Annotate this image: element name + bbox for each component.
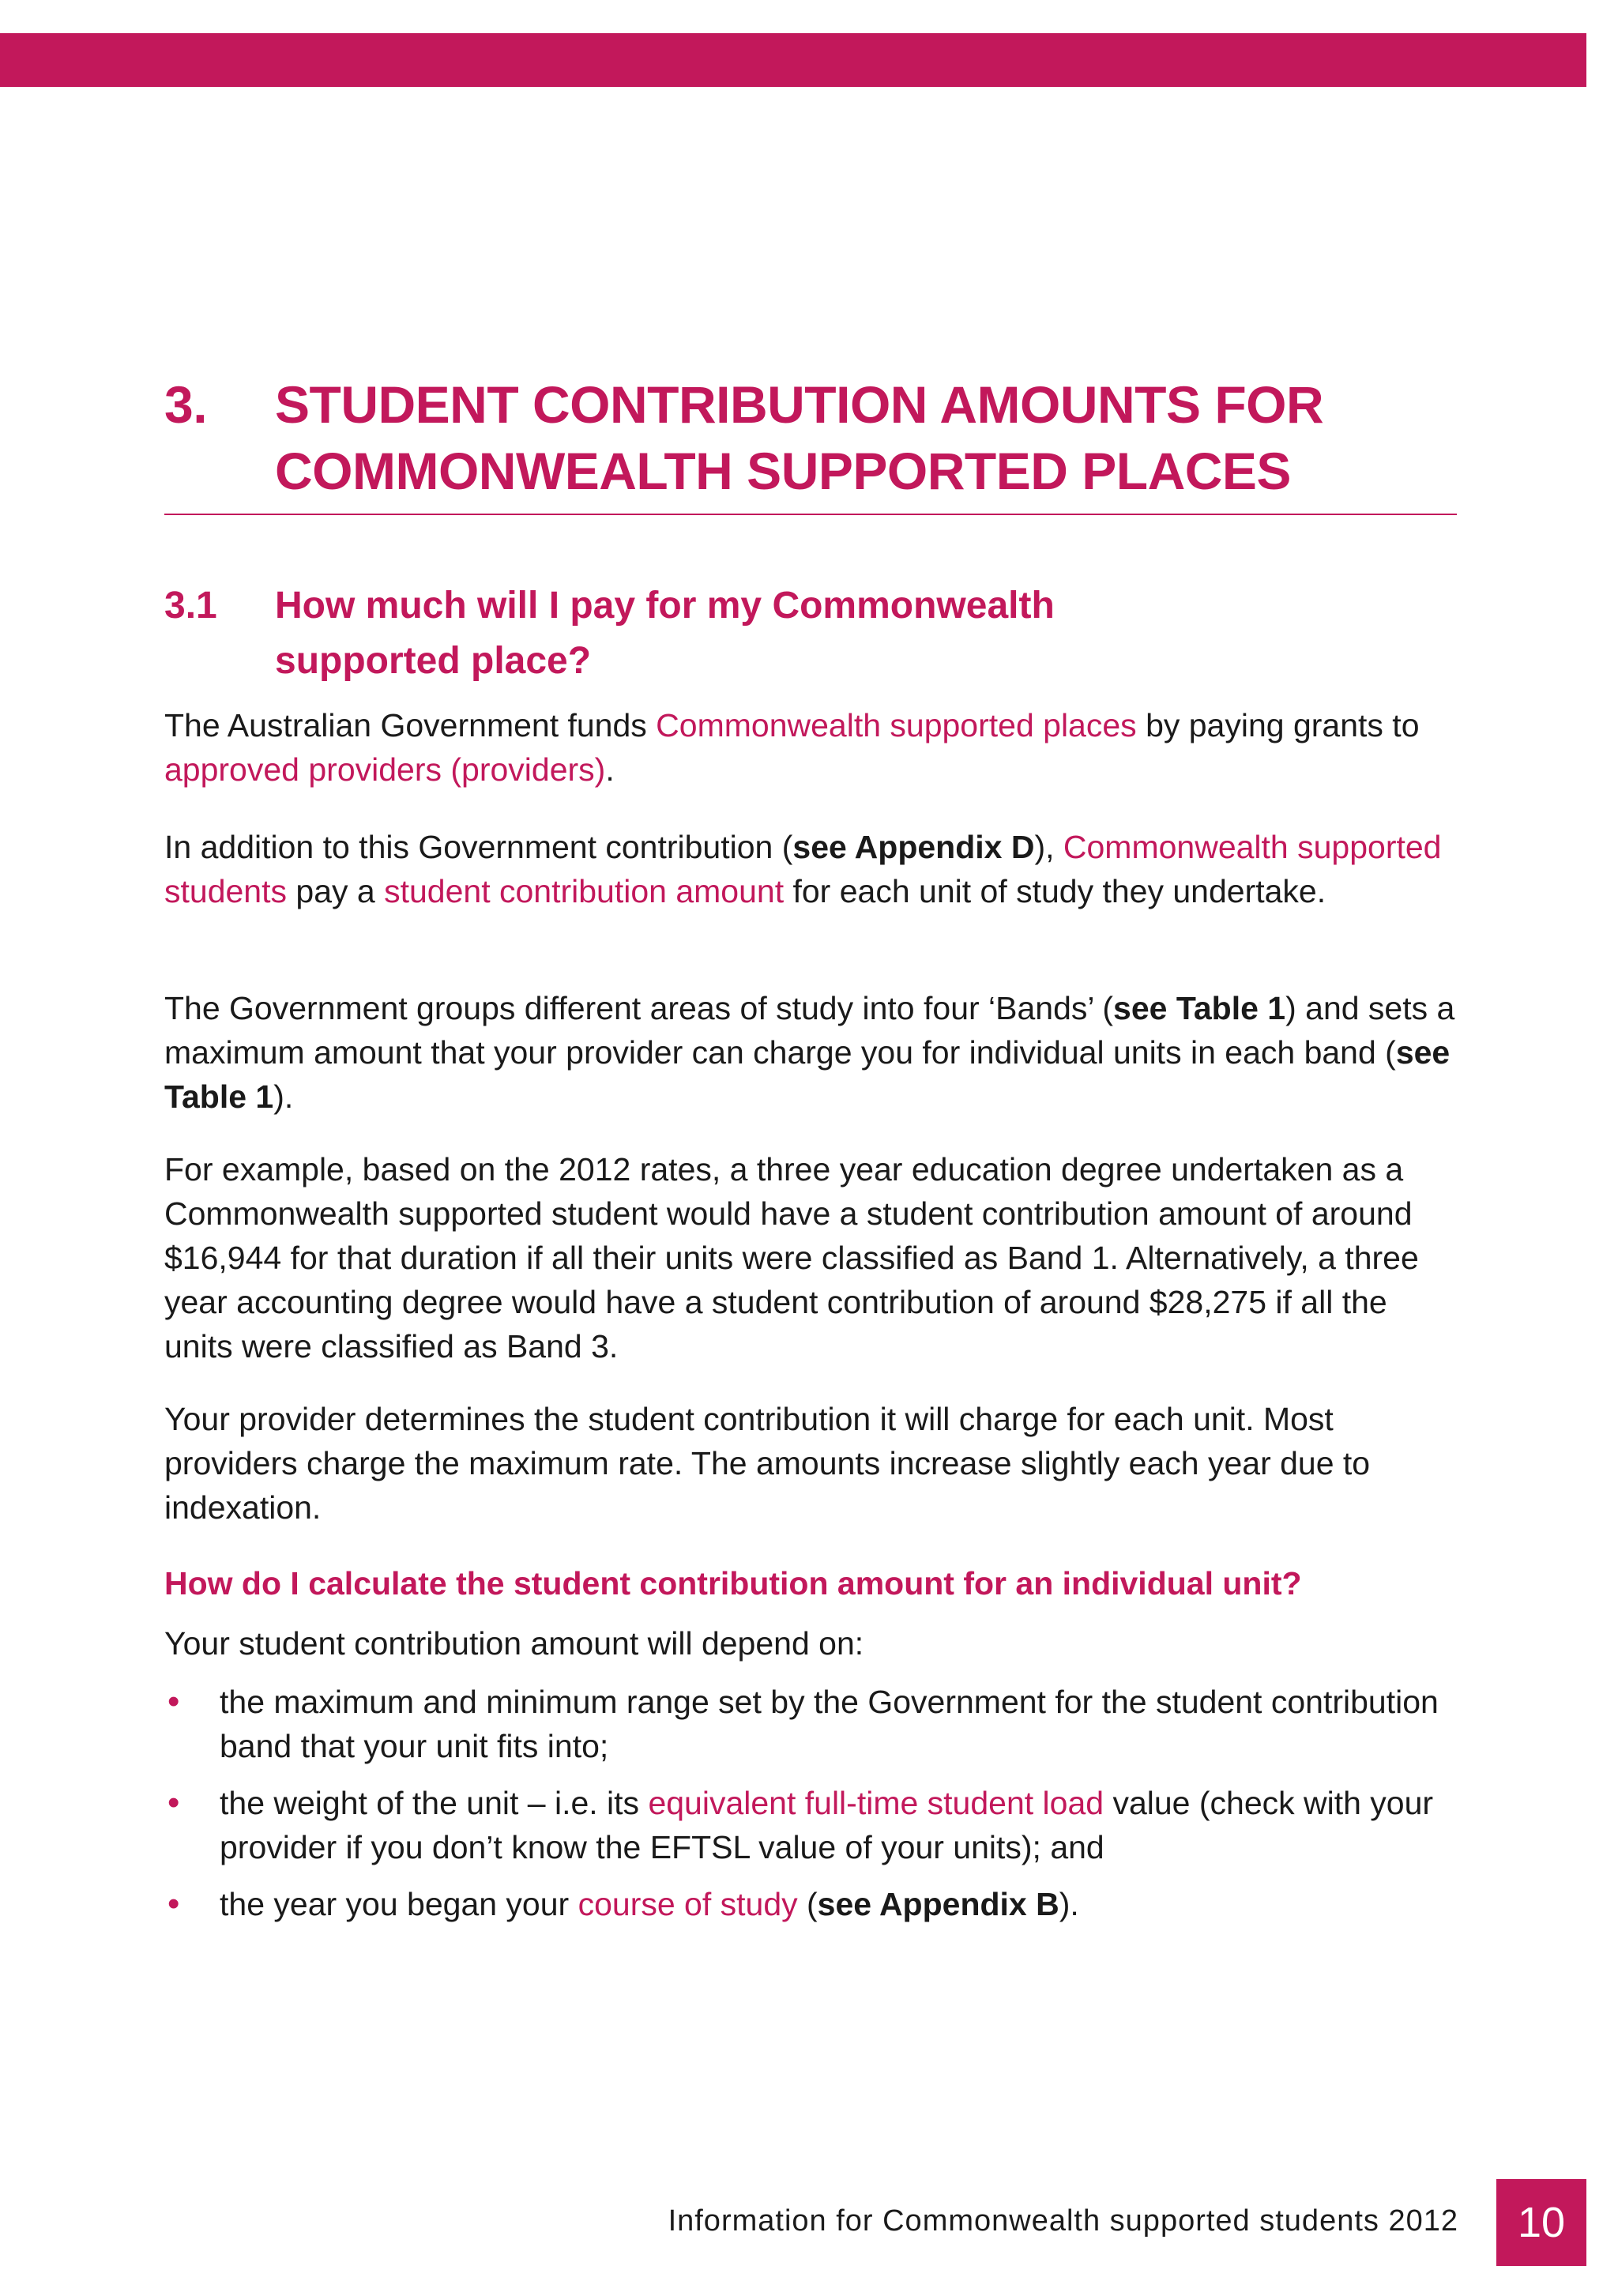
section-title-line1: STUDENT CONTRIBUTION AMOUNTS FOR	[275, 375, 1324, 434]
paragraph-1: The Australian Government funds Commonwealth supported places by paying grants to approved providers (providers).	[164, 707, 1420, 788]
section-title-line2: COMMONWEALTH SUPPORTED PLACES	[275, 442, 1291, 500]
ref-table-1: see Table 1	[1113, 990, 1286, 1026]
paragraph-4: For example, based on the 2012 rates, a three year education degree undertaken as a Commonwealth supported student would have a student contribution amount of around $16,944 for that duration if all their units were classified as Band 1. Alternatively, a three year accounting degree would have a student contribution of around $28,275 if all the units were classified as Band 3.	[164, 1151, 1419, 1364]
bullet-icon: •	[167, 1783, 180, 1822]
link-course-of-study[interactable]: course of study	[578, 1886, 798, 1922]
subsection-title-line2: supported place?	[275, 640, 592, 682]
link-equivalent-full-time-student-load[interactable]: equivalent full-time student load	[648, 1785, 1104, 1821]
subsection-heading	[164, 578, 1055, 689]
subsection-title-line1: How much will I pay for my Commonwealth	[275, 585, 1055, 627]
header-color-bar	[0, 33, 1586, 87]
bullet-icon: •	[167, 1682, 180, 1721]
question-heading: How do I calculate the student contribution amount for an individual unit?	[164, 1565, 1302, 1602]
paragraph-2: In addition to this Government contribution (see Appendix D), Commonwealth supported students pay a student contribution amount for each unit of study they undertake.	[164, 829, 1442, 909]
link-approved-providers[interactable]: approved providers (providers)	[164, 751, 606, 788]
list-intro: Your student contribution amount will depend on:	[164, 1625, 864, 1662]
link-commonwealth-supported-students[interactable]: Commonwealth supported students	[164, 829, 1442, 909]
section-number: 3.	[164, 375, 208, 434]
bullet-list	[164, 1680, 1460, 1939]
list-item: • the maximum and minimum range set by the Government for the student contribution band that your unit fits into;	[164, 1680, 1460, 1768]
list-item: • the year you began your course of study (see Appendix B).	[164, 1882, 1460, 1926]
link-commonwealth-supported-places[interactable]: Commonwealth supported places	[656, 707, 1137, 743]
page-number: 10	[1496, 2179, 1586, 2266]
paragraph-5: Your provider determines the student contribution it will charge for each unit. Most providers charge the maximum rate. The amounts increase slightly each year due to indexation.	[164, 1401, 1371, 1526]
section-heading	[164, 371, 1457, 515]
bullet-icon: •	[167, 1884, 180, 1923]
ref-table-1-second: see Table 1	[164, 1034, 1451, 1115]
ref-appendix-d: see Appendix D	[792, 829, 1035, 865]
ref-appendix-b: see Appendix B	[817, 1886, 1059, 1922]
footer-document-title: Information for Commonwealth supported students 2012	[668, 2204, 1458, 2238]
list-item: • the weight of the unit – i.e. its equivalent full-time student load value (check with your provider if you don’t know the EFTSL value of your units); and	[164, 1781, 1460, 1869]
subsection-number: 3.1	[164, 585, 217, 627]
link-student-contribution-amount[interactable]: student contribution amount	[384, 873, 785, 909]
paragraph-3: The Government groups different areas of study into four ‘Bands’ (see Table 1) and sets a maximum amount that your provider can charge you for individual units in each band (see Table 1).	[164, 990, 1455, 1115]
